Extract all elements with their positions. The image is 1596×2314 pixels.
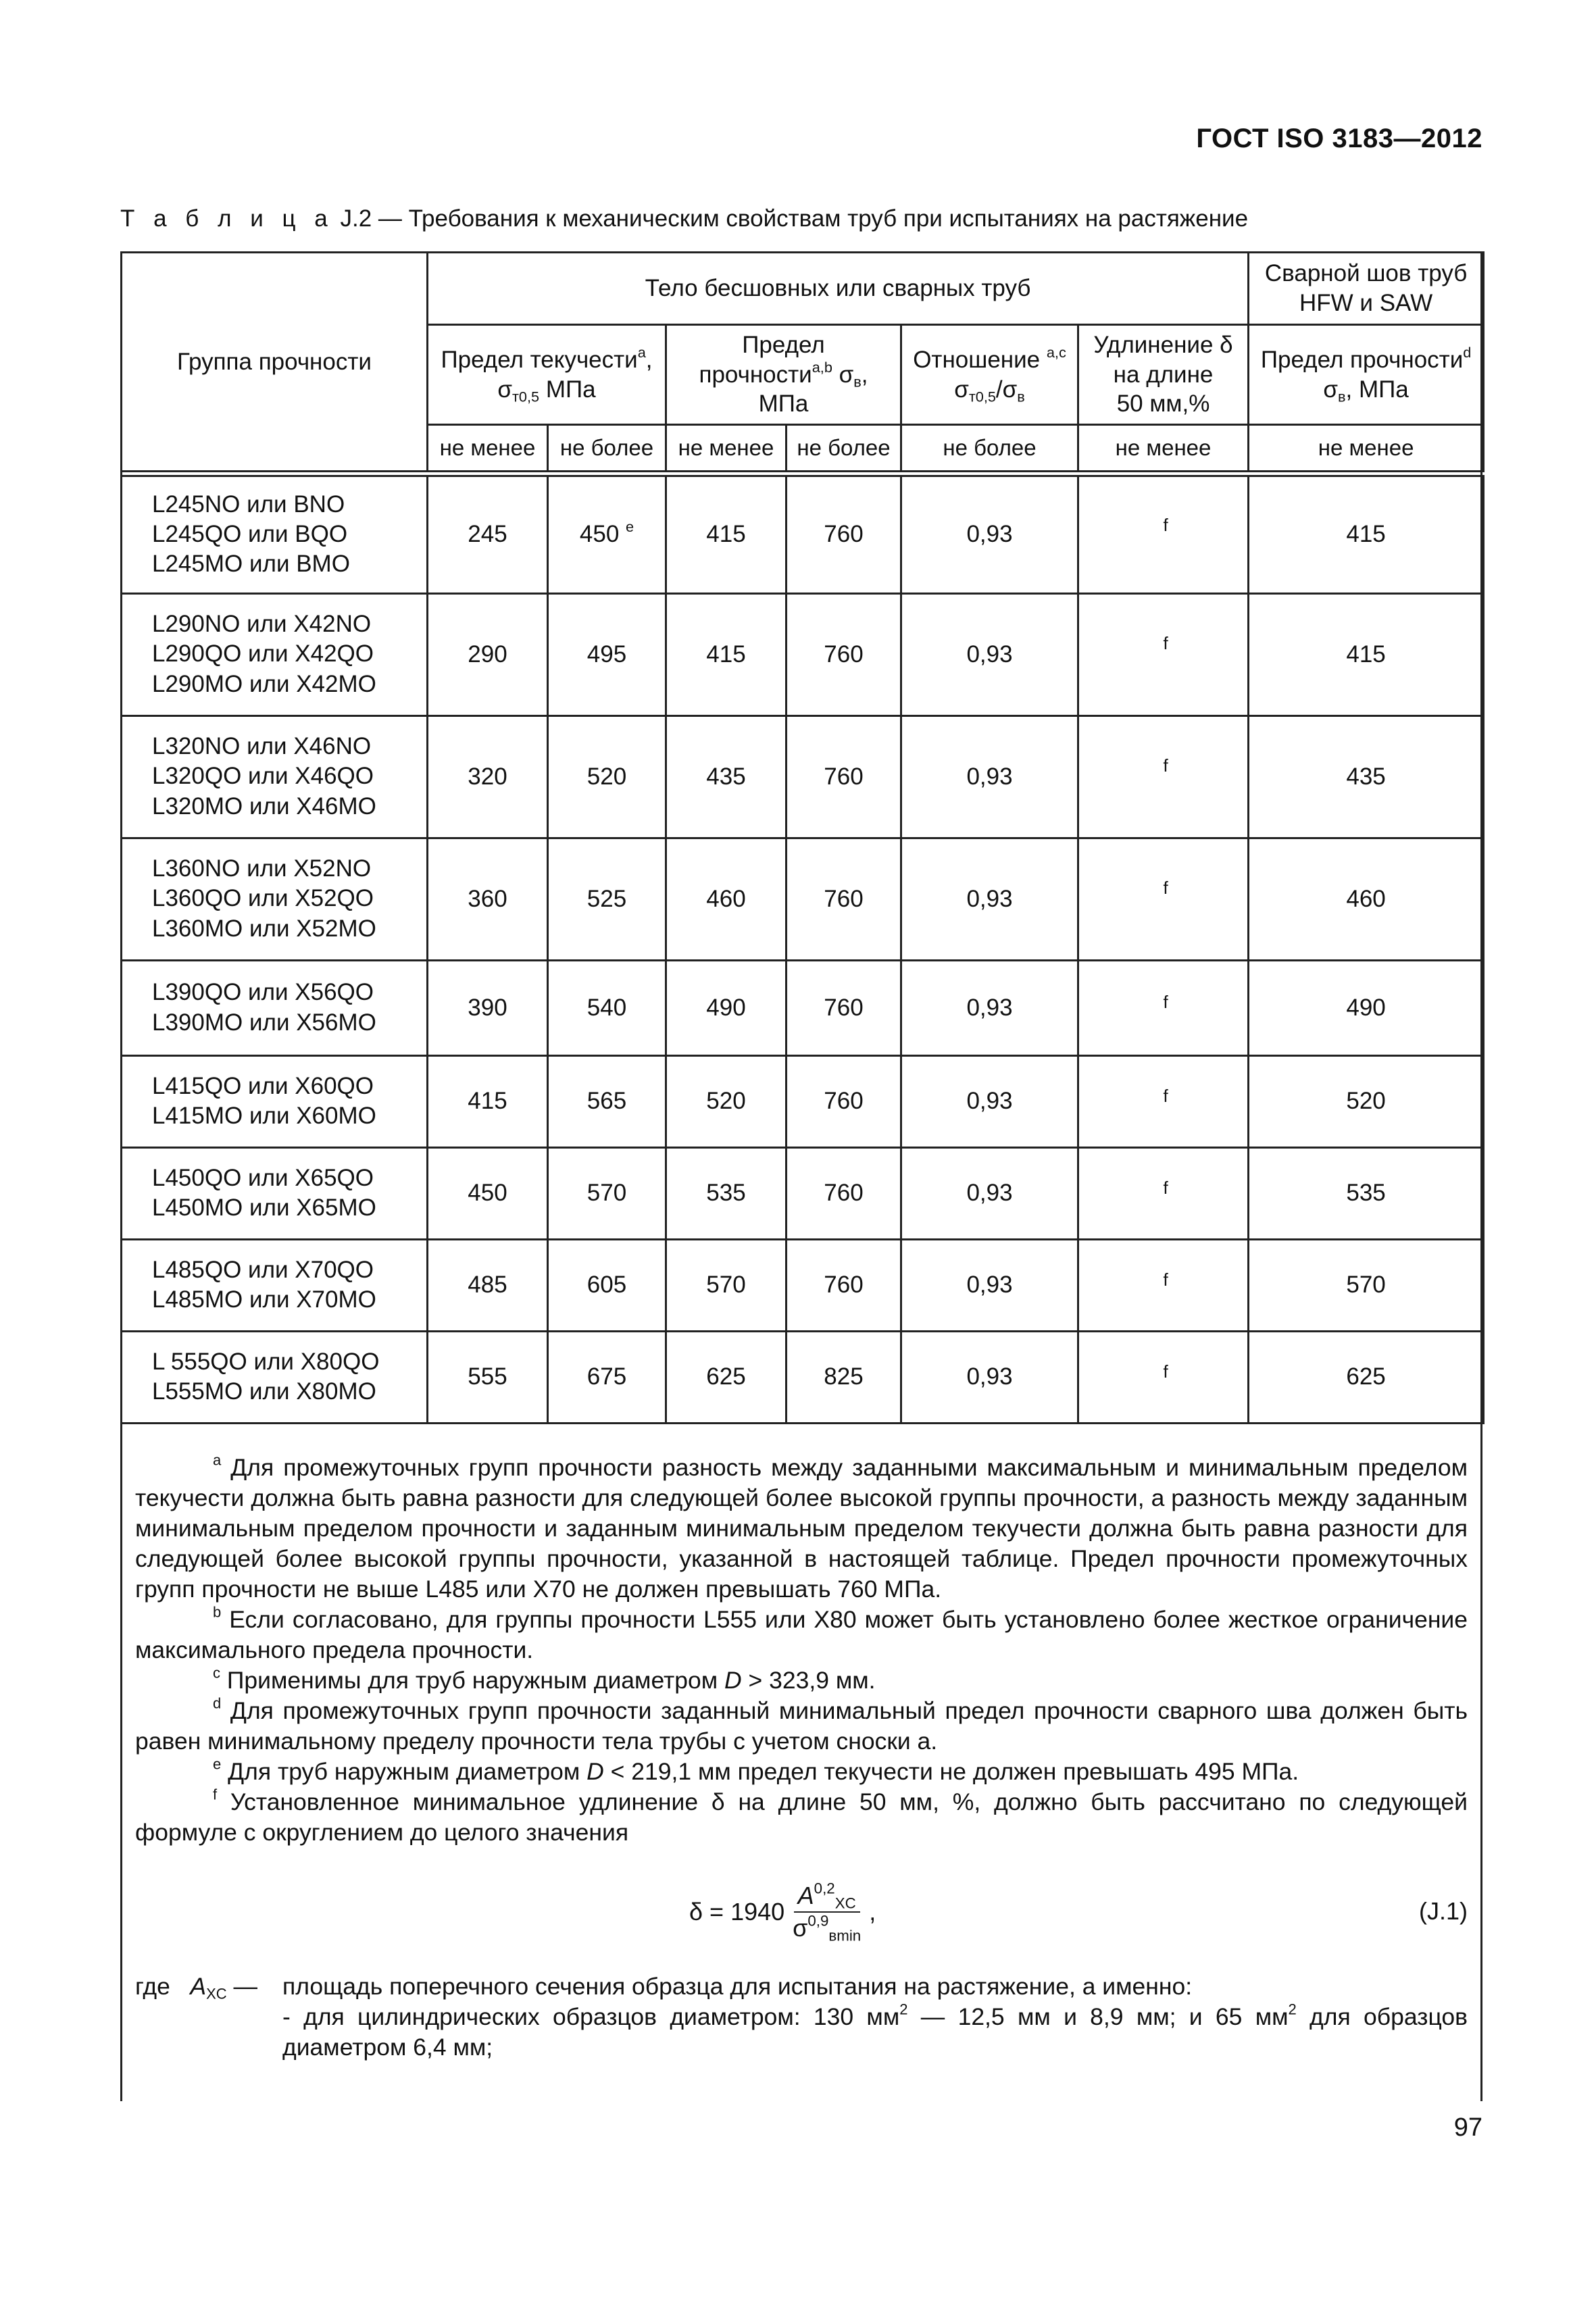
tensile-min-cell: 415 [666, 474, 787, 593]
table-row [122, 715, 1484, 838]
weld-tensile-cell: 415 [1249, 593, 1484, 715]
yield-max-cell: 495 [548, 593, 666, 715]
header-yield-min: не менее [428, 425, 548, 474]
elongation-cell: f [1078, 1147, 1249, 1239]
header-weld-min: не менее [1249, 425, 1484, 474]
grade-cell: L320NO или X46NO L320QO или X46QO L320MO или X46MO [122, 715, 428, 838]
ratio-cell: 0,93 [901, 1331, 1078, 1423]
yield-min-cell: 485 [428, 1239, 548, 1331]
caption-id: J.2 [340, 205, 372, 232]
weld-tensile-cell: 570 [1249, 1239, 1484, 1331]
yield-min-cell: 320 [428, 715, 548, 838]
elongation-cell: f [1078, 1055, 1249, 1147]
caption-prefix: Т а б л и ц а [120, 205, 334, 232]
page-number: 97 [1453, 2113, 1482, 2142]
ratio-cell: 0,93 [901, 593, 1078, 715]
elongation-cell: f [1078, 474, 1249, 593]
elongation-cell: f [1078, 960, 1249, 1055]
table-row [122, 960, 1484, 1055]
legend-lead: где $A_{XC}$ — [135, 1973, 258, 2003]
tensile-min-cell: 415 [666, 593, 787, 715]
yield-max-cell: 520 [548, 715, 666, 838]
grade-cell: L290NO или X42NO L290QO или X42QO L290MO или X42MO [122, 593, 428, 715]
header-yield-max: не более [548, 425, 666, 474]
tensile-min-cell: 570 [666, 1239, 787, 1331]
note-e: $^e$ Для труб наружным диаметром D < 219,1 мм предел текучести не должен превышать 495 МПа. [213, 1755, 1299, 1785]
ratio-cell: 0,93 [901, 715, 1078, 838]
tensile-max-cell: 760 [787, 838, 901, 960]
yield-max-cell: 570 [548, 1147, 666, 1239]
legend-description: площадь поперечного сечения образца для испытания на растяжение, а именно: - для цилиндрических образцов диаметром: 130 $мм^2$ — 12,5 мм и 8,9 мм; и 65 $мм^2$ для образцов диаметром 6,4 мм; [282, 1973, 1468, 2061]
tensile-max-cell: 760 [787, 1147, 901, 1239]
tensile-min-cell: 535 [666, 1147, 787, 1239]
yield-min-cell: 415 [428, 1055, 548, 1147]
table-row [122, 1331, 1484, 1423]
formula-j1 [135, 1871, 1468, 1953]
weld-tensile-cell: 490 [1249, 960, 1484, 1055]
tensile-max-cell: 760 [787, 715, 901, 838]
yield-max-cell: 565 [548, 1055, 666, 1147]
yield-max-cell: 525 [548, 838, 666, 960]
tensile-min-cell: 460 [666, 838, 787, 960]
grade-cell: L245NO или BNO L245QO или BQO L245MO или BMO [122, 474, 428, 593]
table-caption [120, 205, 1248, 232]
yield-min-cell: 245 [428, 474, 548, 593]
yield-max-cell: 675 [548, 1331, 666, 1423]
tensile-min-cell: 520 [666, 1055, 787, 1147]
note-c: $^c$ Применимы для труб наружным диаметром D > 323,9 мм. [213, 1664, 876, 1694]
requirements-table [120, 251, 1485, 1424]
elongation-cell: f [1078, 1239, 1249, 1331]
header-elongation-min: не менее [1078, 425, 1249, 474]
note-d: $^d$ Для промежуточных групп прочности заданный минимальный предел прочности сварного шва должен быть равен минимальному пределу прочности тела трубы с учетом сноски а. [135, 1694, 1468, 1755]
weld-tensile-cell: 535 [1249, 1147, 1484, 1239]
header-ratio-max: не более [901, 425, 1078, 474]
ratio-cell: 0,93 [901, 1055, 1078, 1147]
header-tensile-strength: Предел прочности$^{a,b}$ $\sigma_в$, МПа [666, 325, 901, 425]
tensile-max-cell: 760 [787, 1239, 901, 1331]
standard-header: ГОСТ ISO 3183—2012 [1196, 124, 1482, 153]
formula-number: (J.1) [1419, 1897, 1468, 1925]
ratio-cell: 0,93 [901, 1239, 1078, 1331]
weld-tensile-cell: 625 [1249, 1331, 1484, 1423]
grade-cell: L485QO или X70QO L485MO или X70MO [122, 1239, 428, 1331]
yield-min-cell: 555 [428, 1331, 548, 1423]
header-yield-strength: Предел текучести$^a$, $\sigma_{т0,5}$ МПа [428, 325, 666, 425]
formula-expression: δ = 1940 $\frac{A^{0,2}_{XC}}{\sigma^{0,9}_{вmin}}$ , [689, 1880, 876, 1944]
weld-tensile-cell: 435 [1249, 715, 1484, 838]
grade-cell: L360NO или X52NO L360QO или X52QO L360MO или X52MO [122, 838, 428, 960]
header-elongation: Удлинение δ на длине 50 мм,% [1078, 325, 1249, 425]
yield-max-cell: 450 $^e$ [548, 474, 666, 593]
header-ratio: Отношение $^{a,c}$ $\sigma_{т0,5}/\sigma_в$ [901, 325, 1078, 425]
tensile-max-cell: 760 [787, 474, 901, 593]
yield-min-cell: 360 [428, 838, 548, 960]
note-a: $^a$ Для промежуточных групп прочности разность между заданными максимальным и минимальным пределом текучести должна быть равна разности для следующей более высокой группы прочности, а разность между заданным минимальным пределом прочности и заданным минимальным пределом текучести должна быть равна разности для следующей более высокой группы прочности, указанной в настоящей таблице. Предел прочности промежуточных групп прочности не выше L485 или X70 не должен превышать 760 МПа. [135, 1451, 1468, 1603]
yield-min-cell: 290 [428, 593, 548, 715]
header-tensile-min: не менее [666, 425, 787, 474]
header-strength-group: Группа прочности [122, 253, 428, 474]
yield-min-cell: 450 [428, 1147, 548, 1239]
tensile-max-cell: 760 [787, 593, 901, 715]
grade-cell: L390QO или X56QO L390MO или X56MO [122, 960, 428, 1055]
note-b: $^b$ Если согласовано, для группы прочности L555 или X80 может быть установлено более жесткое ограничение максимального предела прочности. [135, 1603, 1468, 1663]
table-notes [135, 1453, 1468, 1848]
tensile-min-cell: 625 [666, 1331, 787, 1423]
header-pipe-body: Тело бесшовных или сварных труб [428, 253, 1249, 325]
ratio-cell: 0,93 [901, 838, 1078, 960]
tensile-min-cell: 490 [666, 960, 787, 1055]
header-tensile-max: не более [787, 425, 901, 474]
table-row [122, 474, 1484, 593]
grade-cell: L450QO или X65QO L450MO или X65MO [122, 1147, 428, 1239]
weld-tensile-cell: 415 [1249, 474, 1484, 593]
yield-min-cell: 390 [428, 960, 548, 1055]
caption-text: — Требования к механическим свойствам труб при испытаниях на растяжение [372, 205, 1249, 232]
ratio-cell: 0,93 [901, 960, 1078, 1055]
tensile-min-cell: 435 [666, 715, 787, 838]
yield-max-cell: 540 [548, 960, 666, 1055]
ratio-cell: 0,93 [901, 1147, 1078, 1239]
table-row [122, 1055, 1484, 1147]
weld-tensile-cell: 520 [1249, 1055, 1484, 1147]
tensile-max-cell: 825 [787, 1331, 901, 1423]
formula-fraction: $\frac{A^{0,2}_{XC}}{\sigma^{0,9}_{вmin}}$ [793, 1880, 862, 1944]
ratio-cell: 0,93 [901, 474, 1078, 593]
elongation-cell: f [1078, 838, 1249, 960]
table-row [122, 1239, 1484, 1331]
note-f: $^f$ Установленное минимальное удлинение δ на длине 50 мм, %, должно быть рассчитано по следующей формуле с округлением до целого значения [135, 1786, 1468, 1846]
yield-max-cell: 605 [548, 1239, 666, 1331]
table-row [122, 593, 1484, 715]
weld-tensile-cell: 460 [1249, 838, 1484, 960]
grade-cell: L 555QO или X80QO L555MO или X80MO [122, 1331, 428, 1423]
tensile-max-cell: 760 [787, 960, 901, 1055]
table-row [122, 838, 1484, 960]
table-row [122, 1147, 1484, 1239]
header-weld-tensile: Предел прочности$^d$ $\sigma_в$, МПа [1249, 325, 1484, 425]
elongation-cell: f [1078, 1331, 1249, 1423]
elongation-cell: f [1078, 593, 1249, 715]
tensile-max-cell: 760 [787, 1055, 901, 1147]
grade-cell: L415QO или X60QO L415MO или X60MO [122, 1055, 428, 1147]
header-weld-seam: Сварной шов труб HFW и SAW [1249, 253, 1484, 325]
elongation-cell: f [1078, 715, 1249, 838]
